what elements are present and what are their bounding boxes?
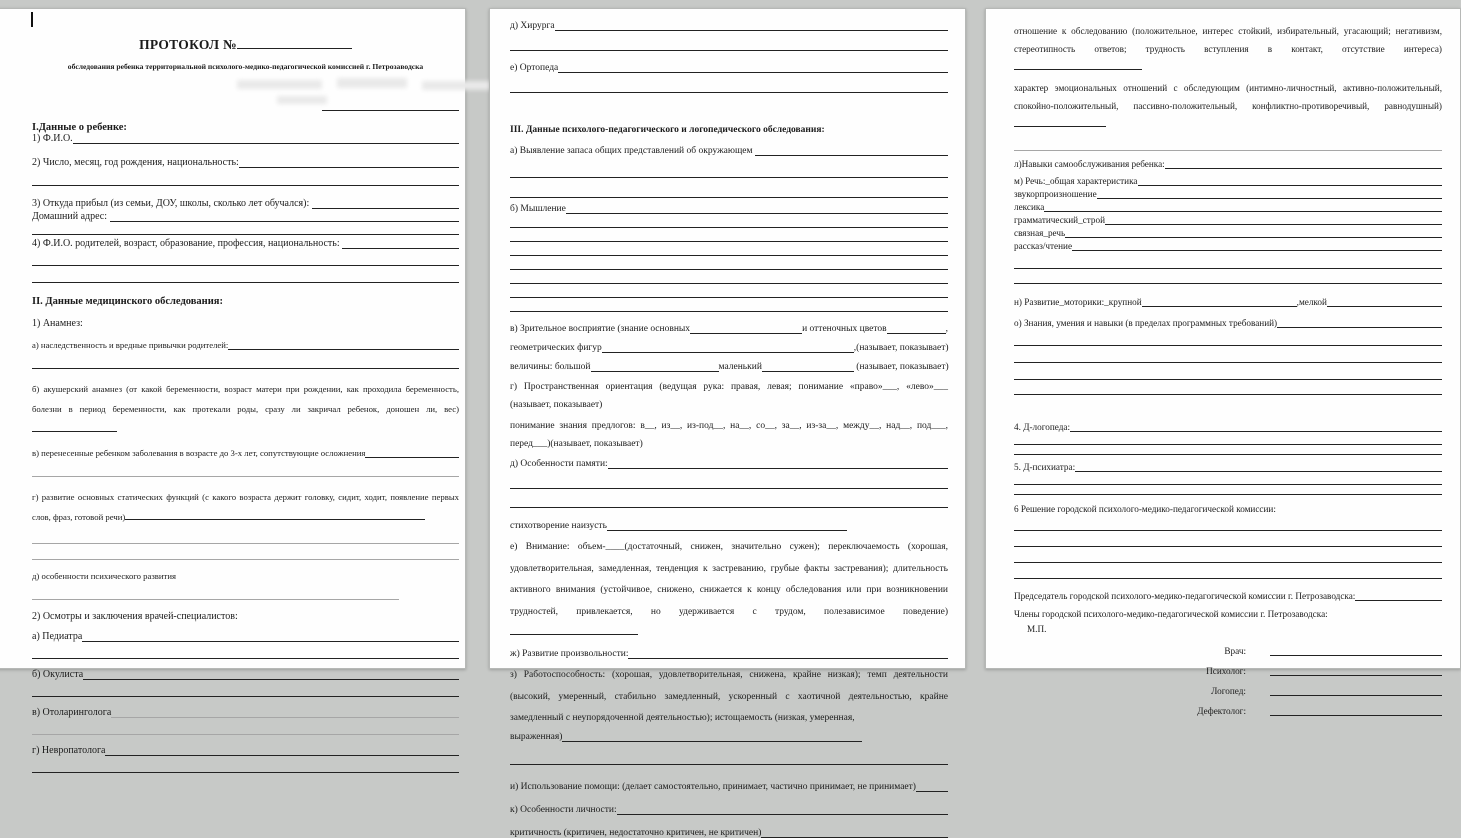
field-otolaryngologist xyxy=(32,707,459,718)
ruled-line xyxy=(510,255,948,256)
signature-label: Врач: xyxy=(1224,645,1246,656)
redacted-blob xyxy=(277,96,327,104)
fill-line xyxy=(1044,202,1442,212)
field-coherent-speech xyxy=(1014,228,1442,238)
field-label: стихотворение наизусть xyxy=(510,521,607,532)
field-label: геометрических фигур xyxy=(510,343,602,354)
fill-line xyxy=(1355,591,1442,601)
signature-label: Логопед: xyxy=(1211,685,1246,696)
field-label: д) Хирурга xyxy=(510,21,555,32)
field-label: б) Мышление xyxy=(510,204,566,215)
fill-line xyxy=(1105,215,1442,225)
fill-line xyxy=(73,133,459,144)
ruled-line xyxy=(32,368,459,369)
fill-line xyxy=(1142,297,1297,307)
field-heredity xyxy=(32,340,459,350)
ruled-line xyxy=(1014,546,1442,547)
field-home-address xyxy=(32,211,459,222)
fill-line xyxy=(1327,297,1442,307)
field-lexicon xyxy=(1014,202,1442,212)
ruled-line xyxy=(32,599,399,600)
field-attention: е) Внимание: объем-____(достаточный, снижен, значительно сужен); переключаемость (хорошая, удовлетворительная, замедленная, тенденция к застреванию, грубые факты застревания); длительность активного внимания (устойчивое, снижено, снижается к концу обследования или при возникновении трудностей, привлекается, но удерживается с трудом, полезависимое поведение) xyxy=(510,537,948,644)
page-2 xyxy=(489,8,966,838)
field-working-capacity: з) Работоспособность: (хорошая, удовлетворительная, снижена, крайне низкая); темп деятельности (высокий, умеренный, стабильно замедленный, ускоренный с хаотичной деятельностью, крайне замедленный с неупорядоченной деятельностью); истощаемость (низкая, умеренная, xyxy=(510,670,948,724)
field-label: 4) Ф.И.О. родителей, возраст, образование, профессия, национальность: xyxy=(32,237,343,249)
ruled-line xyxy=(1014,345,1442,346)
field-label: звукорпроизношение xyxy=(1014,188,1097,199)
field-label: 2) Число, месяц, год рождения, национальность: xyxy=(32,156,239,168)
field-psychiatrist-diagnosis xyxy=(1014,462,1442,472)
ruled-line xyxy=(510,241,948,242)
fill-line xyxy=(558,63,948,73)
field-label: а) наследственность и вредные привычки родителей: xyxy=(32,339,229,350)
ruled-line xyxy=(510,297,948,298)
ruled-line xyxy=(510,283,948,284)
label-stamp: М.П. xyxy=(1027,623,1047,634)
fill-line xyxy=(617,805,948,815)
field-label: лексика xyxy=(1014,201,1045,212)
ruled-line xyxy=(32,282,459,283)
short-signature-line xyxy=(322,110,459,111)
ruled-line xyxy=(32,734,459,735)
form-title: ПРОТОКОЛ № xyxy=(32,35,459,53)
ruled-line xyxy=(510,92,948,93)
redacted-blob xyxy=(237,80,322,89)
label-anamnesis: 1) Анамнез: xyxy=(32,317,83,329)
ruled-line xyxy=(510,50,948,51)
field-label: 4. Д-логопеда: xyxy=(1014,421,1071,432)
ruled-line xyxy=(510,177,948,178)
field-label: 3) Откуда прибыл (из семьи, ДОУ, школы, сколько лет обучался): xyxy=(32,197,312,209)
field-label: в) перенесенные ребенком заболевания в возрасте до 3-х лет, сопутствующие осложнения xyxy=(32,447,366,458)
signature-defectologist xyxy=(1014,706,1442,716)
field-label: критичность (критичен, недостаточно критичен, не критичен) xyxy=(510,828,762,838)
redacted-text xyxy=(32,77,459,107)
signature-line xyxy=(1270,646,1442,655)
fill-line xyxy=(83,669,459,680)
signature-psychologist xyxy=(1014,666,1442,676)
field-label: величины: большой xyxy=(510,362,591,373)
ruled-line xyxy=(1014,150,1442,151)
label-commission-decision: 6 Решение городской психолого-медико-педагогической комиссии: xyxy=(1014,503,1276,514)
field-label: ж) Развитие произвольности: xyxy=(510,649,629,660)
field-label: маленький xyxy=(718,362,762,373)
field-voluntariness xyxy=(510,649,948,659)
fill-line xyxy=(1165,159,1442,169)
fill-line xyxy=(342,238,459,249)
field-self-service-skills xyxy=(1014,159,1442,169)
label-members: Члены городской психолого-медико-педагогической комиссии г. Петрозаводска: xyxy=(1014,608,1328,619)
ruled-line xyxy=(32,559,459,560)
ruled-line xyxy=(1014,283,1442,284)
field-speech-therapist-diagnosis xyxy=(1014,422,1442,432)
signature-speech-therapist xyxy=(1014,686,1442,696)
field-oculist xyxy=(32,669,459,680)
field-label: к) Особенности личности: xyxy=(510,805,617,816)
field-criticality xyxy=(510,828,948,838)
field-label: о) Знания, умения и навыки (в пределах программных требований) xyxy=(1014,317,1278,328)
field-label: рассказ/чтение xyxy=(1014,240,1073,251)
fill-line xyxy=(755,146,948,156)
fill-line xyxy=(608,459,948,469)
signature-doctor xyxy=(1014,646,1442,656)
fill-line xyxy=(110,211,459,222)
ruled-line xyxy=(510,311,948,312)
field-emotional-relations: характер эмоциональных отношений с обследующим (интимно-личностный, активно-положительный, спокойно-положительный, пассивно-положительный, конфликтно-противоречивый, равнодушный) xyxy=(1014,80,1442,134)
field-neurologist xyxy=(32,745,459,756)
ruled-line xyxy=(32,185,459,186)
field-exhaustion xyxy=(510,732,948,742)
signature-label: Психолог: xyxy=(1206,665,1246,676)
fill-line xyxy=(562,732,862,742)
field-label: Домашний адрес: xyxy=(32,210,110,222)
field-mental-development: д) особенности психического развития xyxy=(32,570,176,581)
field-thinking xyxy=(510,204,948,214)
field-size xyxy=(510,362,948,372)
fill-line xyxy=(32,423,117,432)
field-birthdate-nationality xyxy=(32,157,459,168)
ruled-line xyxy=(32,476,459,477)
fill-line xyxy=(887,324,946,334)
field-memory xyxy=(510,459,948,469)
field-parents xyxy=(32,238,459,249)
ruled-line xyxy=(510,197,948,198)
fill-line xyxy=(237,35,352,49)
field-origin xyxy=(32,198,459,209)
ruled-line xyxy=(510,488,948,489)
ruled-line xyxy=(510,227,948,228)
field-geometric-shapes xyxy=(510,343,948,353)
field-label: а) Педиатра xyxy=(32,630,83,642)
field-label: б) Окулиста xyxy=(32,668,84,680)
field-label: 5. Д-психиатра: xyxy=(1014,461,1076,472)
ruled-line xyxy=(1014,444,1442,445)
fill-line xyxy=(1014,60,1142,70)
fill-line xyxy=(628,649,948,659)
ruled-line xyxy=(1014,578,1442,579)
signature-label: Дефектолог: xyxy=(1197,705,1246,716)
fill-line xyxy=(1065,228,1442,238)
text-cursor xyxy=(31,12,33,27)
field-label: г) Невропатолога xyxy=(32,744,106,756)
fill-line xyxy=(762,362,854,372)
field-label: л)Навыки самообслуживания ребенка: xyxy=(1014,158,1165,169)
field-label: а) Выявление запаса общих представлений об окружающем xyxy=(510,146,755,157)
signature-line xyxy=(1270,686,1442,695)
field-personality xyxy=(510,805,948,815)
field-prepositions: понимание знания предлогов: в__, из__, из-под__, на__, со__, за__, из-за__, между__, над__, под___, перед___)(называет, показывает) xyxy=(510,421,948,449)
field-surgeon xyxy=(510,21,948,31)
ruled-line xyxy=(1014,362,1442,363)
ruled-line xyxy=(32,658,459,659)
ruled-line xyxy=(1014,379,1442,380)
ruled-line xyxy=(32,696,459,697)
field-obstetric-anamnesis: б) акушерский анамнез (от какой беременности, возраст матери при рождении, как проходила беременность, болезни в период беременности, как протекали роды, сразу ли закричал ребенок, доношен ли, вес) xyxy=(32,379,459,439)
fill-line xyxy=(510,625,638,635)
fill-line xyxy=(1072,241,1442,251)
field-label: д) Особенности памяти: xyxy=(510,459,608,470)
ruled-line xyxy=(1014,454,1442,455)
ruled-line xyxy=(32,265,459,266)
field-grammar-structure xyxy=(1014,215,1442,225)
signature-line xyxy=(1270,666,1442,675)
fill-line xyxy=(312,198,459,209)
section-heading-psych-ped: III. Данные психолого-педагогического и логопедического обследования: xyxy=(510,125,825,136)
field-label: и оттеночных цветов xyxy=(802,324,887,335)
ruled-line xyxy=(1014,268,1442,269)
label-specialists: 2) Осмотры и заключения врачей-специалистов: xyxy=(32,610,238,622)
fill-line xyxy=(1070,422,1442,432)
fill-line xyxy=(761,828,948,838)
fill-line xyxy=(591,362,719,372)
fill-line xyxy=(690,324,802,334)
field-chairman xyxy=(1014,591,1442,601)
field-label: м) Речь:_общая характеристика xyxy=(1014,175,1138,186)
fill-line xyxy=(1097,189,1442,199)
fill-line xyxy=(1014,117,1106,127)
fill-line xyxy=(916,782,948,792)
fill-line xyxy=(111,707,459,718)
field-label: , xyxy=(945,324,948,335)
field-label: ,мелкой xyxy=(1296,296,1327,307)
fill-line xyxy=(105,745,459,756)
signature-line xyxy=(1270,706,1442,715)
field-visual-perception xyxy=(510,324,948,334)
field-story-reading xyxy=(1014,241,1442,251)
field-label: грамматический_строй xyxy=(1014,214,1105,225)
ruled-line xyxy=(32,543,459,544)
fill-line xyxy=(1138,176,1443,186)
ruled-line xyxy=(1014,484,1442,485)
field-general-notions xyxy=(510,146,948,156)
ruled-line xyxy=(510,764,948,765)
ruled-line xyxy=(1014,530,1442,531)
section-heading-medical: II. Данные медицинского обследования: xyxy=(32,295,223,307)
form-subtitle: обследования ребенка территориальной психолого-медико-педагогической комиссией г. Петрозаводска xyxy=(67,61,424,71)
field-label: в) Отоларинголога xyxy=(32,706,112,718)
fill-line xyxy=(1277,318,1442,328)
field-label: выраженная) xyxy=(510,732,563,743)
field-fio xyxy=(32,133,459,144)
ruled-line xyxy=(510,269,948,270)
fill-line xyxy=(602,343,854,353)
field-sound-pronunciation xyxy=(1014,189,1442,199)
page-3 xyxy=(985,8,1461,716)
redacted-blob xyxy=(337,78,407,88)
section-heading-child-data: I.Данные о ребенке: xyxy=(32,121,127,133)
field-attitude-to-examination: отношение к обследованию (положительное, интерес стойкий, избирательный, угасающий; негативизм, стереотипность ответов; трудность вступления в контакт, отсутствие интереса) xyxy=(1014,23,1442,77)
fill-line xyxy=(566,204,948,214)
fill-line xyxy=(239,157,459,168)
field-poem-by-heart xyxy=(510,521,948,531)
field-label: Председатель городской психолого-медико-педагогической комиссии г. Петрозаводска: xyxy=(1014,590,1356,601)
fill-line xyxy=(82,631,459,642)
field-label: ,(называет, показывает) xyxy=(853,343,949,354)
fill-line xyxy=(125,511,425,520)
fill-line xyxy=(228,341,459,350)
ruled-line xyxy=(1014,562,1442,563)
fill-line xyxy=(365,449,459,458)
ruled-line xyxy=(1014,494,1442,495)
field-label: 1) Ф.И.О. xyxy=(32,132,73,144)
field-pediatrician xyxy=(32,631,459,642)
fill-line xyxy=(607,521,847,531)
ruled-line xyxy=(32,234,459,235)
ruled-line xyxy=(32,772,459,773)
field-label: н) Развитие_моторики:_крупной xyxy=(1014,296,1142,307)
field-speech-general xyxy=(1014,176,1442,186)
fill-line xyxy=(1075,462,1442,472)
field-label: и) Использование помощи: (делает самостоятельно, принимает, частично принимает, не принимает) xyxy=(510,782,916,793)
field-spatial-orientation: г) Пространственная ориентация (ведущая рука: правая, левая; понимание «право»___, «лево»___ (называет, показывает) xyxy=(510,382,948,410)
ruled-line xyxy=(1014,394,1442,395)
field-label: е) Ортопеда xyxy=(510,63,559,74)
fill-line xyxy=(555,21,948,31)
field-label: в) Зрительное восприятие (знание основных xyxy=(510,324,691,335)
field-help-usage xyxy=(510,782,948,792)
field-knowledge-skills xyxy=(1014,318,1442,328)
field-label: связная_речь xyxy=(1014,227,1066,238)
field-orthopedist xyxy=(510,63,948,73)
redacted-blob xyxy=(422,81,497,90)
field-motor-skills xyxy=(1014,297,1442,307)
ruled-line xyxy=(510,507,948,508)
field-static-functions: г) развитие основных статических функций (с какого возраста держит головку, сидит, ходит, появление первых слов, фраз, готовой речи) xyxy=(32,491,459,522)
page-1 xyxy=(0,8,466,756)
field-label: (называет, показывает) xyxy=(853,362,949,373)
field-early-illnesses xyxy=(32,448,459,458)
